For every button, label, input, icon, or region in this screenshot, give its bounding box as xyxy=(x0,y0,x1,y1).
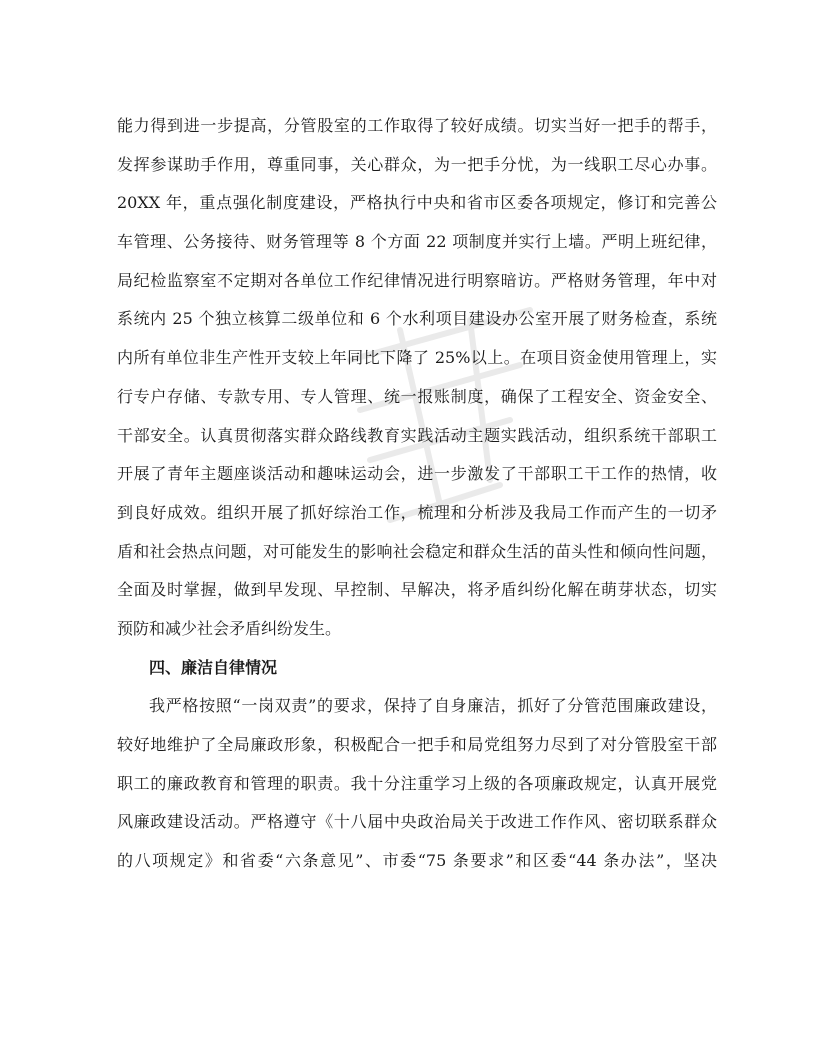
text-line: 干部安全。认真贯彻落实群众路线教育实践活动主题实践活动，组织系统干部职工 xyxy=(117,425,717,445)
text-line: 较好地维护了全局廉政形象，积极配合一把手和局党组努力尽到了对分管股室干部 xyxy=(117,735,717,754)
text-line: 内所有单位非生产性开支较上年同比下降了 25%以上。在项目资金使用管理上，实 xyxy=(117,348,717,368)
paragraph-continuation xyxy=(117,107,717,649)
text-line: 我严格按照“一岗双责”的要求，保持了自身廉洁，抓好了分管范围廉政建设， xyxy=(149,696,717,716)
document-body xyxy=(117,107,717,881)
text-line: 预防和减少社会矛盾纠纷发生。 xyxy=(117,618,342,638)
text-line: 开展了青年主题座谈活动和趣味运动会，进一步激发了干部职工干工作的热情，收 xyxy=(117,464,717,484)
text-line: 能力得到进一步提高，分管股室的工作取得了较好成绩。切实当好一把手的帮手， xyxy=(117,116,717,135)
text-line: 风廉政建设活动。严格遵守《十八届中央政治局关于改进工作作风、密切联系群众 xyxy=(117,812,717,832)
section-heading: 四、廉洁自律情况 xyxy=(149,657,278,677)
text-line: 盾和社会热点问题，对可能发生的影响社会稳定和群众生活的苗头性和倾向性问题， xyxy=(117,541,717,561)
text-line: 系统内 25 个独立核算二级单位和 6 个水利项目建设办公室开展了财务检查，系统 xyxy=(117,309,717,329)
text-line: 发挥参谋助手作用，尊重同事，关心群众，为一把手分忧，为一线职工尽心办事。 xyxy=(117,154,717,174)
text-line: 车管理、公务接待、财务管理等 8 个方面 22 项制度并实行上墙。严明上班纪律， xyxy=(117,232,717,252)
text-line: 的八项规定》和省委“六条意见”、市委“75 条要求”和区委“44 条办法”，坚决 xyxy=(117,851,717,871)
text-line: 到良好成效。组织开展了抓好综治工作，梳理和分析涉及我局工作而产生的一切矛 xyxy=(117,502,717,522)
text-line: 行专户存储、专款专用、专人管理、统一报账制度，确保了工程安全、资金安全、 xyxy=(117,386,717,406)
text-line: 职工的廉政教育和管理的职责。我十分注重学习上级的各项廉政规定，认真开展党 xyxy=(117,773,717,793)
paragraph-integrity xyxy=(117,687,717,880)
text-line: 局纪检监察室不定期对各单位工作纪律情况进行明察暗访。严格财务管理，年中对 xyxy=(117,270,717,290)
text-line: 全面及时掌握，做到早发现、早控制、早解决，将矛盾纠纷化解在萌芽状态，切实 xyxy=(117,580,717,600)
text-line: 20XX 年，重点强化制度建设，严格执行中央和省市区委各项规定，修订和完善公 xyxy=(117,193,717,213)
